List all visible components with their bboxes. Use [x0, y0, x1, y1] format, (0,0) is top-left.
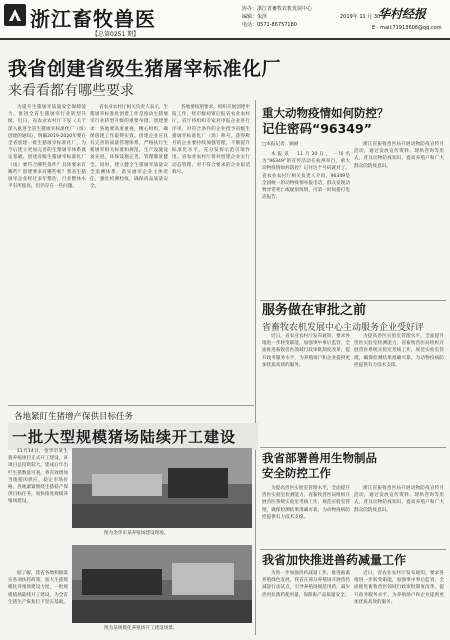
right-story-4-column-1: [262, 570, 350, 635]
feature-text-1: 11月14日，金华市某生猪养殖项目正式开工建设。该项目总投资较大，建成后年出栏生猪数量可观，将有效增加当地猪肉供应，稳定市场价格。各地紧紧围绕生猪稳产保供目标任务，加快推进规模养殖场建设。: [8, 449, 68, 505]
lead-paragraph-1: 为提升生猪屠宰质量安全保障能力，推进全省生猪屠宰行业转型升级，近日，省农业农村厅下发《关于深入推进全省生猪屠宰标准化厂（场）创建的通知》，明确2019-2020年要在全省创建一批生猪屠宰标准化厂，为今后建立更加完善的生猪屠宰体系奠定基础。创建省级生猪屠宰标准化厂（场）要符合哪些条件？具体要求有哪些？创建要求有哪些呢？我省生猪屠宰企业经过多年整治，行业整体水平有所提高，但仍存在一些问题。: [8, 105, 86, 190]
right-story-1-column-2: [354, 141, 444, 296]
photo-building: [168, 468, 228, 498]
photo-ground: [72, 504, 252, 528]
right-story-4-headline: 我省加快推进兽药减量工作: [262, 553, 407, 567]
right-story-4-column-2: [354, 570, 444, 635]
section-divider: [8, 405, 254, 406]
issue-date: 2019年 11 月 30 日: [340, 14, 387, 20]
right-story-1-headline: [262, 106, 446, 136]
right-story-4-text: 为进一步加强兽药减量工作，推进畜禽养殖绿色发展，我省在部分养殖场开展兽药减量行动试点，引导养殖场规范用药，减少兽用抗菌药使用量，保障畜产品质量安全。: [262, 571, 350, 598]
right-story-2-subhead: 省畜牧农机发展中心主动服务企业受好评: [262, 323, 425, 333]
feature-kicker: 各地紧盯生猪增产保供目标任务: [14, 412, 134, 422]
column-divider: [255, 100, 256, 635]
construction-site-photo-1: [72, 448, 252, 528]
headline-line-2: 安全防控工作: [262, 466, 331, 480]
right-story-1-byline: □本报记者 顾丽: [262, 142, 299, 147]
photo-building: [82, 569, 162, 595]
right-story-3-column-1: [262, 485, 350, 545]
lead-article-column-3: [172, 104, 250, 404]
newspaper-logo-icon: [4, 4, 26, 26]
contact-email: E - mail:71913608@qq.com: [372, 25, 442, 31]
meta-cohost: 协办：浙江省畜牧农机发展中心: [242, 6, 313, 12]
masthead: [0, 0, 450, 40]
photo-ground: [72, 600, 252, 623]
lead-paragraph-3: 各地要按照要求，组织开展创建申报工作，经市级初审后报省农业农村厅。省厅将组织专家对申报企业进行评审，对符合条件的企业授予省级生猪屠宰标准化厂（场）称号。获得称号的企业要持续加强管理，不断提升标准化水平，充分发挥示范引领作用。省农业农村厅将对创建企业实行动态管理，对不符合要求的企业取消称号。: [172, 105, 250, 175]
section-divider: [260, 447, 446, 448]
headline-line-1: 重大动物疫情如何防控？: [262, 106, 389, 120]
section-title: 浙江畜牧兽医: [30, 7, 156, 31]
newspaper-brand: 华村经报: [378, 7, 427, 21]
lead-headline: 我省创建省级生猪屠宰标准化厂: [8, 58, 282, 80]
section-divider: [260, 549, 446, 550]
right-story-4-text-2: 近日，省农业农村厅发布通知，要求各地进一步转变职能，加强事中事后监管，全面推进畜牧兽医领域行政审批制度改革，提升政务服务水平，为养殖场户和企业提供更加优质高效的服务。: [354, 571, 444, 605]
right-story-3-text-2: 浙江省畜牧兽医局开展动物防疫宣传月活动，通过发放宣传资料、现场咨询等形式，普及动物防疫知识，提高养殖户和广大群众的防疫意识。: [354, 486, 444, 513]
feature-column-1b: [8, 570, 68, 636]
lead-article-column-2: [90, 104, 168, 404]
right-story-2-text: 近日，省农业农村厅发布通知，要求各地进一步转变职能，加强事中事后监管，全面推进畜牧兽医领域行政审批制度改革，提升政务服务水平，为养殖场户和企业提供更加优质高效的服务。: [262, 334, 350, 368]
lead-subhead: 来看看都有哪些要求: [8, 83, 134, 99]
right-story-2-column-1: [262, 333, 350, 443]
right-story-1-column-1: [262, 151, 350, 296]
right-story-3-column-2: [354, 485, 444, 545]
right-story-2-column-2: [354, 333, 444, 443]
right-story-2-headline: 服务做在审批之前: [262, 303, 367, 318]
meta-editor: 编辑：朱泽: [242, 14, 268, 20]
feature-text-2: 据了解，我省各地积极落实各项扶持政策，加大生猪规模化养殖场建设力度，一批规模猪场陆续开工建设，为全省生猪生产恢复打下坚实基础。: [8, 571, 68, 605]
right-story-1-text-2: 浙江省畜牧兽医局开展动物防疫宣传月活动，通过发放宣传资料、现场咨询等形式，普及动物防疫知识，提高养殖户和广大群众的防疫意识。: [354, 142, 444, 169]
meta-phone: 电话：0571-86757180: [242, 22, 297, 28]
photo-building: [92, 474, 162, 496]
lead-article-column-1: [8, 104, 86, 404]
photo-1-caption: 图为金华市某养殖场建设现场。: [104, 531, 169, 536]
feature-title: 一批大型规模猪场陆续开工建设: [8, 423, 258, 450]
right-story-1-text-1: 本报讯 11月20日，一场名为“96349”的宣传活动在杭州举行。重大动物疫情如何防控？记住这个号码就对了。省农业农村厅相关负责人介绍，96349是全国统一的动物疫情举报电话，群众发现动物异常死亡或疑似疫情，可第一时间拨打电话报告。: [262, 152, 350, 201]
edition-number: 【总第0251 期】: [92, 31, 140, 38]
right-story-3-text: 为提高兽医实验室管理水平，全面提升兽医实验室检测能力，省畜牧兽医局组织开展兽医系统实验室考核工作，规范实验室管理，确保检测结果准确可靠，为动物疫病防控提供有力技术支撑。: [262, 486, 350, 520]
headline-line-1: 我省部署兽用生物制品: [262, 451, 377, 465]
section-divider: [260, 300, 446, 301]
right-story-3-headline: [262, 451, 446, 481]
lead-paragraph-2: 省农业农村厅相关负责人表示，生猪屠宰标准化创建工作是推动生猪屠宰行业转型升级的重要举措。创建要求：各地要高度重视，精心组织，确保创建工作取得实效。创建企业应具有完善的质量管理体系，严格执行生猪屠宰相关标准和规范，生产设施设备先进，环保设施完善，管理制度健全。同时，建立健全生猪屠宰质量安全追溯体系，落实屠宰企业主体责任，强化检测检疫，确保肉品质量安全。: [90, 105, 168, 190]
headline-line-2: 记住密码“96349”: [262, 121, 372, 136]
photo-building: [172, 563, 234, 595]
photo-2-caption: 图为某规模化养殖场开工建设场景。: [104, 626, 178, 631]
right-story-2-text-2: 为提高兽医实验室管理水平，全面提升兽医实验室检测能力，省畜牧兽医局组织开展兽医系统实验室考核工作，规范实验室管理，确保检测结果准确可靠，为动物疫病防控提供有力技术支撑。: [354, 334, 444, 368]
construction-site-photo-2: [72, 545, 252, 623]
